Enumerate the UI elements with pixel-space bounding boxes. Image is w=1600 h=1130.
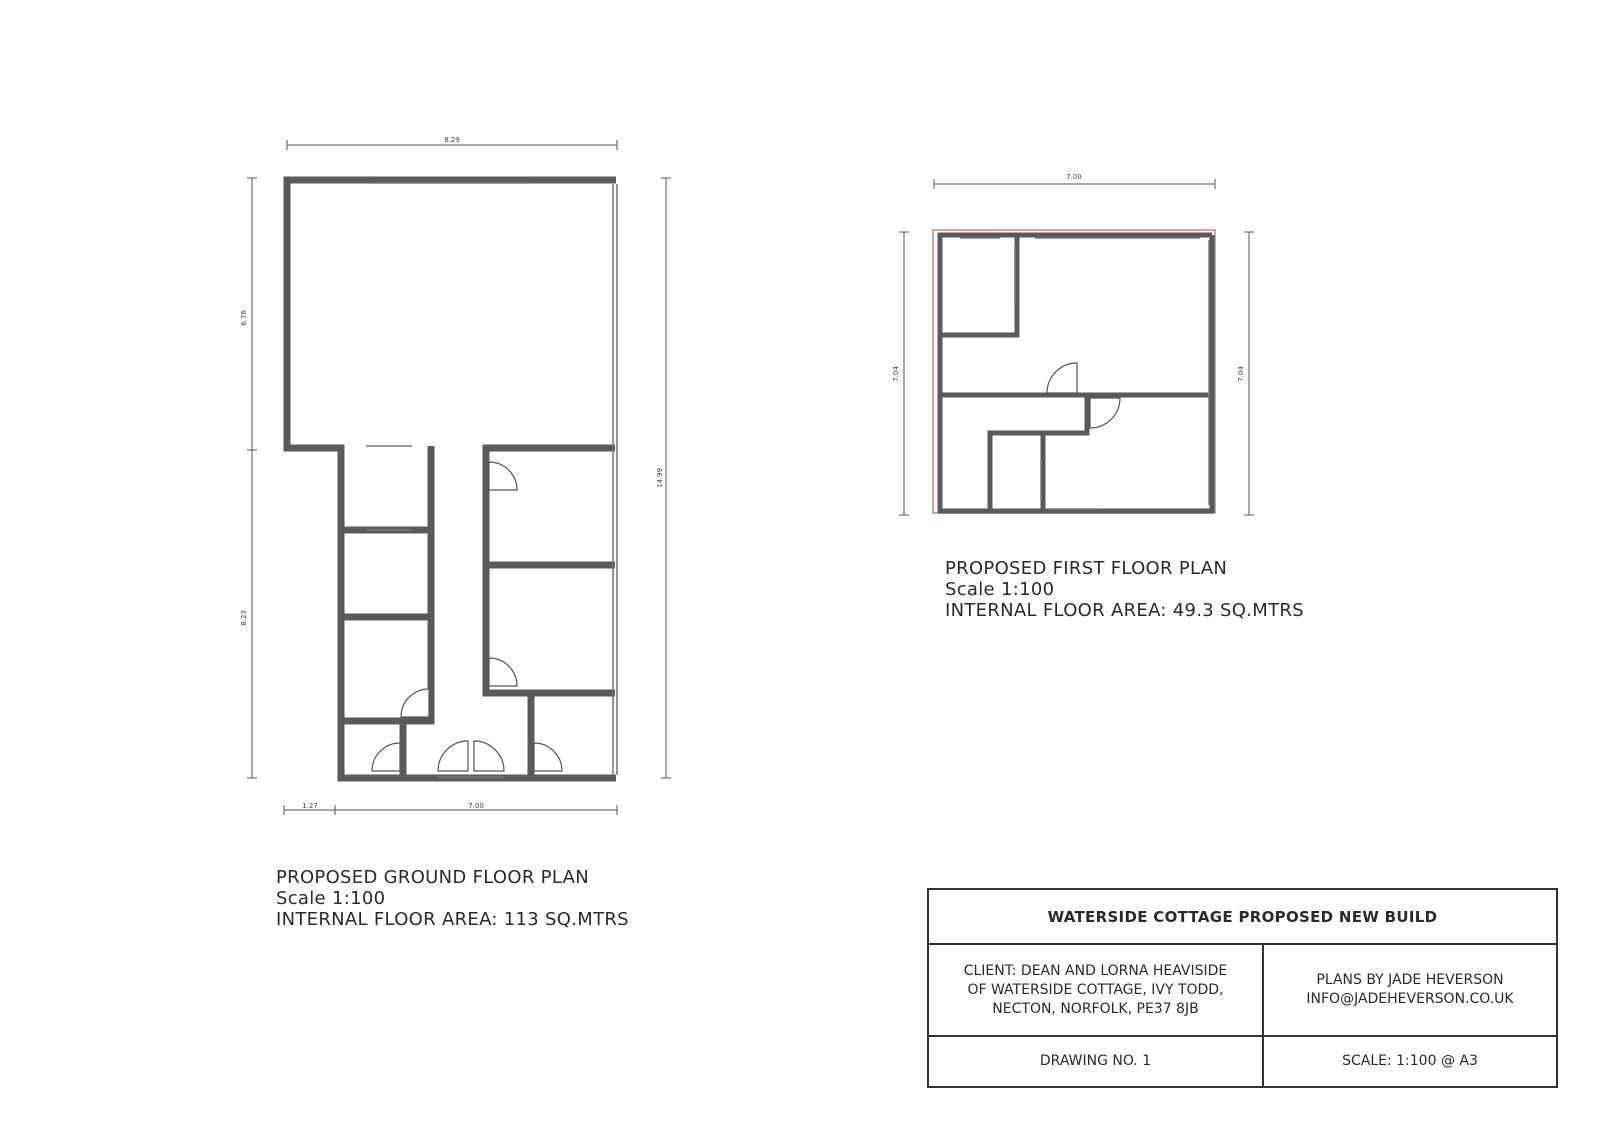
- ground-floor-area: INTERNAL FLOOR AREA: 113 SQ.MTRS: [276, 909, 629, 930]
- first-floor-glazing: [960, 238, 1209, 509]
- dim-bottom-left: 1.27: [302, 802, 318, 810]
- ground-floor-scale: Scale 1:100: [276, 888, 386, 909]
- ff-dim-top-width: 7.00: [1066, 173, 1082, 181]
- first-floor-scale: Scale 1:100: [945, 579, 1055, 600]
- title-block-info-row: [929, 945, 1556, 1037]
- dim-left-lower: 8.23: [240, 610, 248, 626]
- dim-left-upper: 6.76: [240, 310, 248, 326]
- client-line: OF WATERSIDE COTTAGE, IVY TODD,: [967, 981, 1224, 998]
- ff-dim-left-height: 7.04: [892, 366, 900, 382]
- dim-bottom-right: 7.00: [468, 802, 484, 810]
- first-floor-dim-labels: [892, 173, 1245, 382]
- dim-right-total: 14.99: [656, 467, 664, 489]
- author-email: INFO@JADEHEVERSON.CO.UK: [1306, 991, 1514, 1007]
- first-floor-caption: [945, 558, 1304, 621]
- author-details: [1264, 945, 1556, 1035]
- ground-floor-dimensions: [247, 140, 671, 815]
- drawing-number: DRAWING NO. 1: [929, 1037, 1264, 1086]
- author-name: PLANS BY JADE HEVERSON: [1316, 972, 1504, 988]
- ground-floor-plan: [240, 136, 671, 815]
- dim-top-width: 8.29: [444, 136, 460, 144]
- first-floor-area: INTERNAL FLOOR AREA: 49.3 SQ.MTRS: [945, 600, 1304, 621]
- ground-floor-caption: [276, 867, 629, 930]
- first-floor-title: PROPOSED FIRST FLOOR PLAN: [945, 558, 1228, 579]
- client-details: [929, 945, 1264, 1035]
- client-line: NECTON, NORFOLK, PE37 8JB: [992, 1000, 1199, 1017]
- project-title: WATERSIDE COTTAGE PROPOSED NEW BUILD: [929, 890, 1556, 945]
- ground-floor-dim-labels: [240, 136, 664, 810]
- title-block: [927, 888, 1558, 1088]
- drawing-scale: SCALE: 1:100 @ A3: [1342, 1053, 1478, 1069]
- title-block-footer-row: [929, 1037, 1556, 1086]
- ground-floor-walls: [287, 180, 616, 778]
- client-line: CLIENT: DEAN AND LORNA HEAVISIDE: [963, 962, 1228, 979]
- ground-floor-title: PROPOSED GROUND FLOOR PLAN: [276, 867, 589, 888]
- ff-dim-right-height: 7.04: [1237, 366, 1245, 382]
- first-floor-plan: [892, 173, 1254, 515]
